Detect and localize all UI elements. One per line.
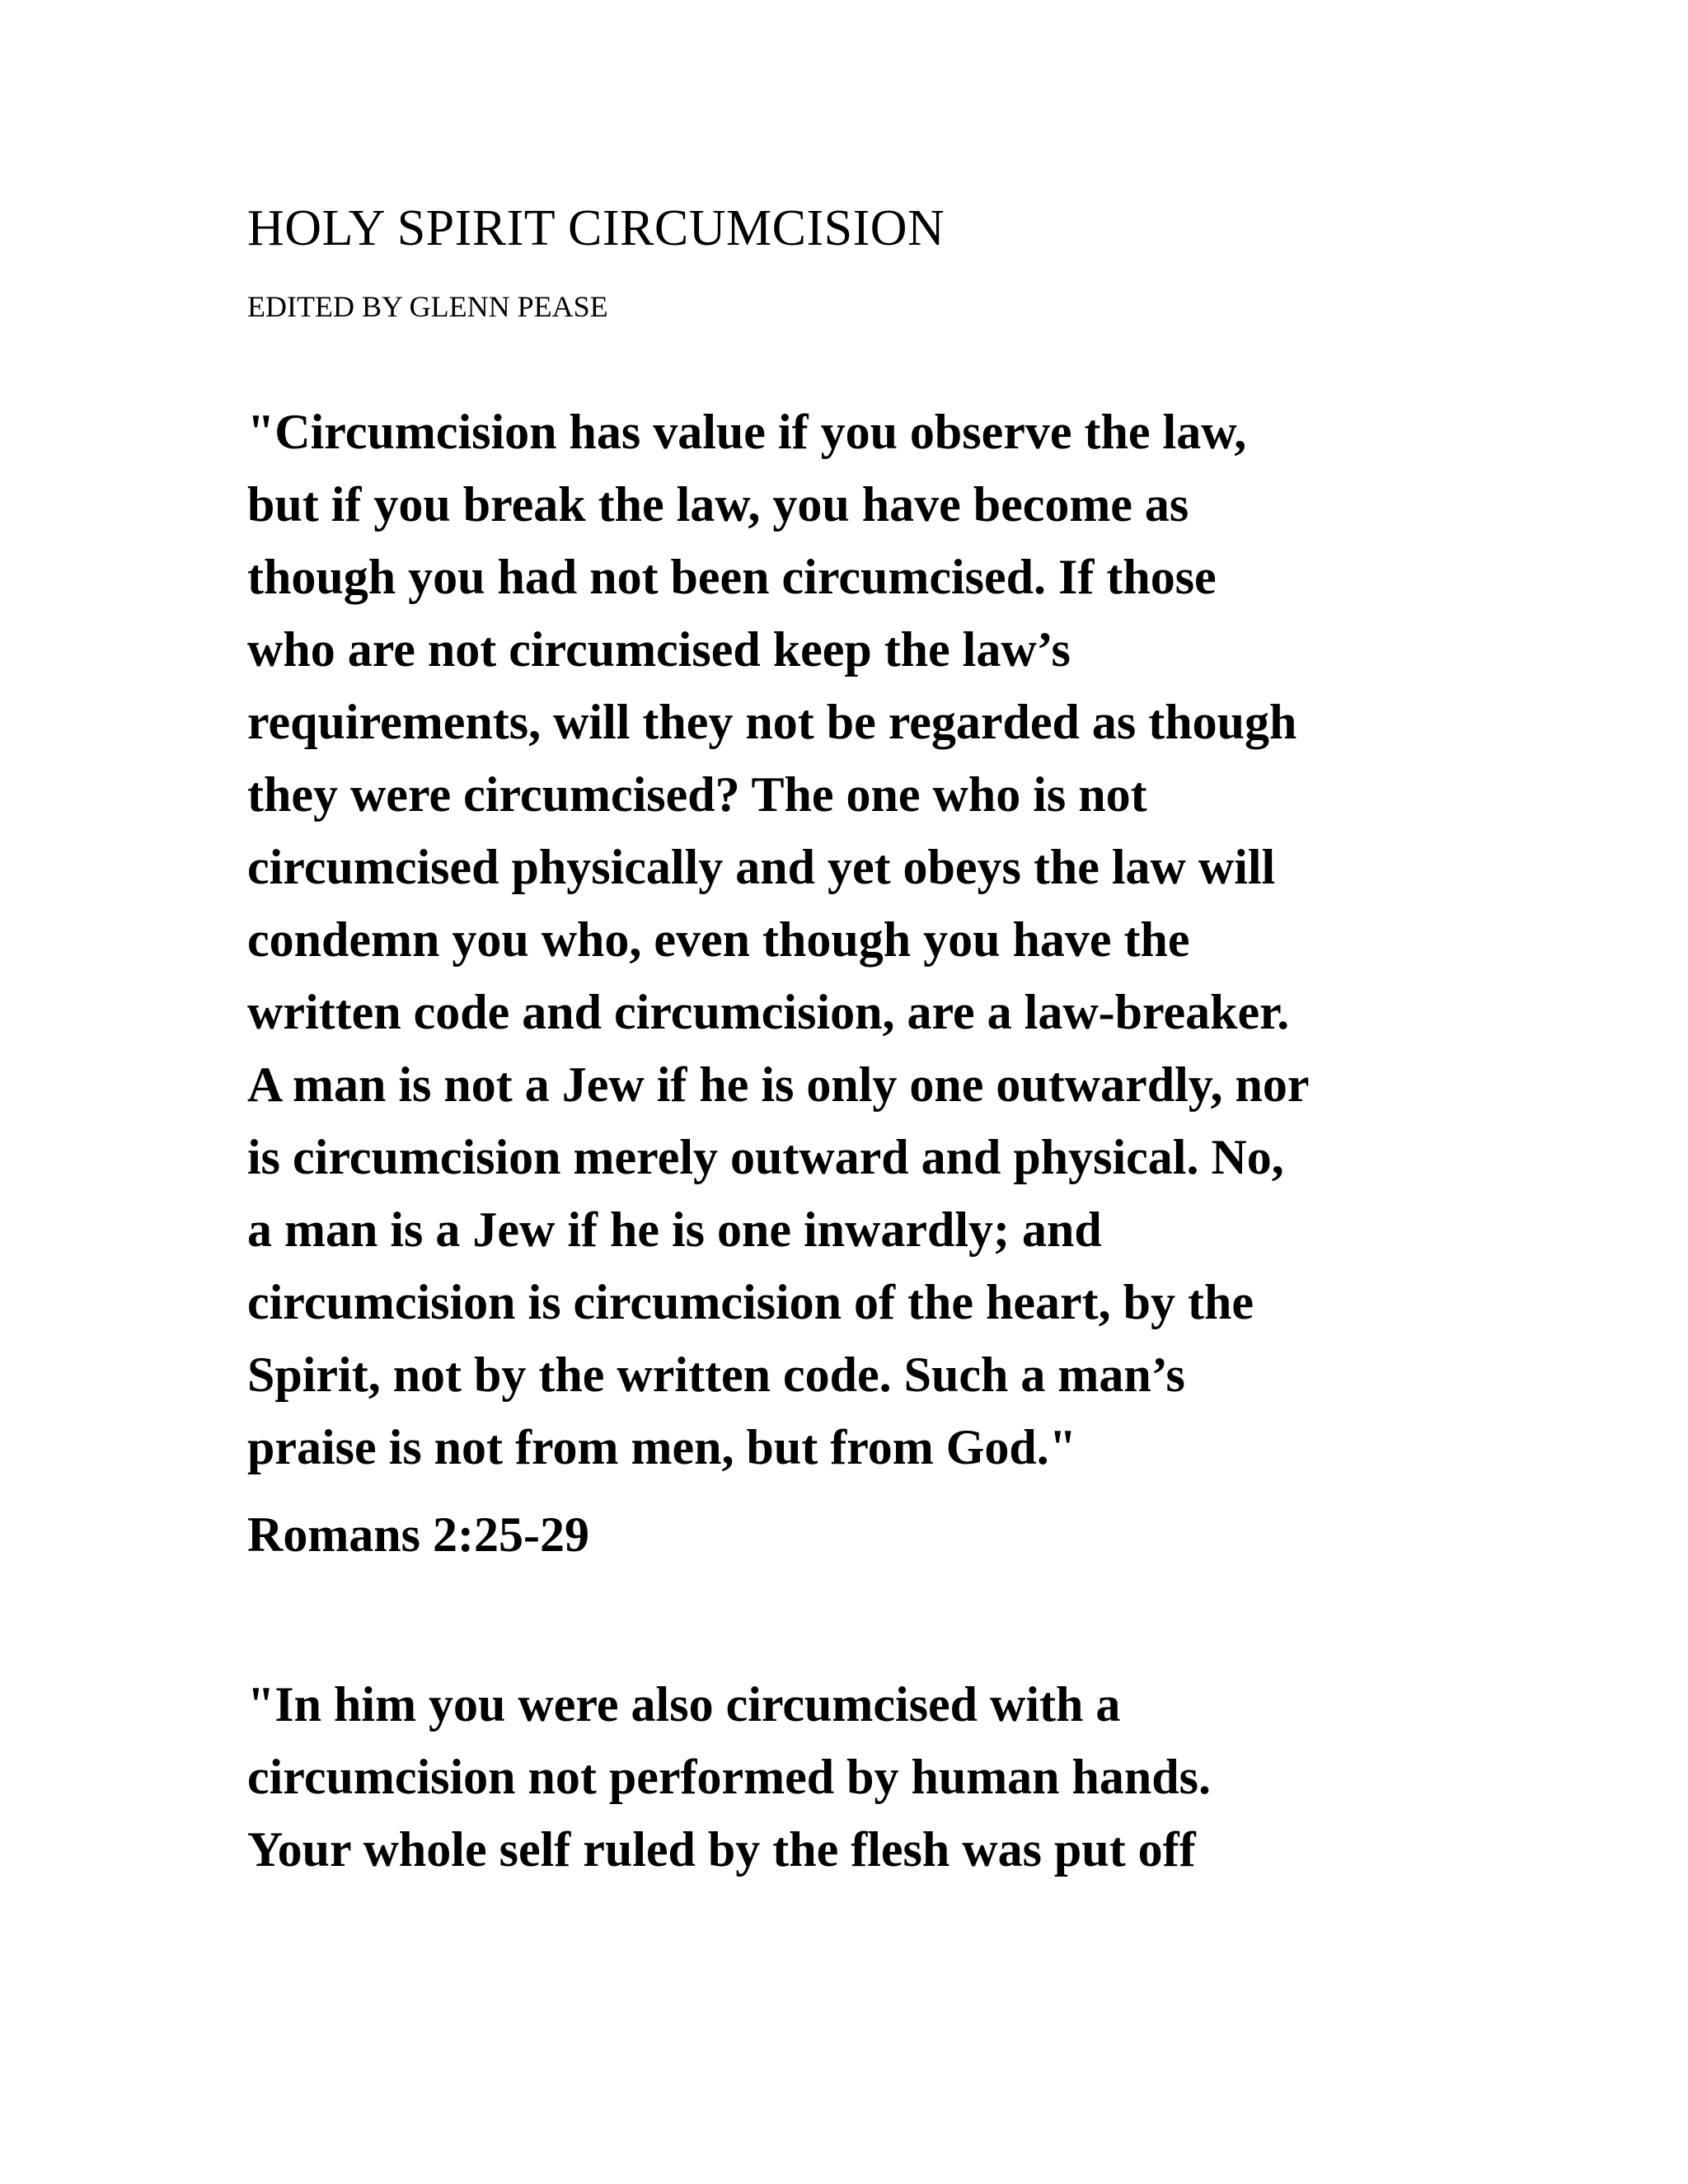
quote-line: circumcised physically and yet obeys the law will: [247, 840, 1276, 894]
quote-line: A man is not a Jew if he is only one outwardly, nor: [247, 1057, 1310, 1112]
quote-line: written code and circumcision, are a law-breaker.: [247, 985, 1290, 1039]
scripture-quote-colossians: [247, 1668, 1467, 1886]
quote-line: but if you break the law, you have become as: [247, 477, 1189, 532]
scripture-citation: Romans 2:25-29: [247, 1507, 589, 1562]
quote-line: Spirit, not by the written code. Such a man’s: [247, 1347, 1185, 1402]
quote-line: requirements, will they not be regarded as though: [247, 695, 1297, 749]
quote-line: who are not circumcised keep the law’s: [247, 622, 1071, 677]
quote-line: circumcision not performed by human hands.: [247, 1750, 1212, 1804]
quote-line: a man is a Jew if he is one inwardly; and: [247, 1202, 1102, 1257]
quote-line: praise is not from men, but from God.": [247, 1420, 1077, 1474]
scripture-quote-romans: [247, 396, 1467, 1483]
quote-line: though you had not been circumcised. If those: [247, 550, 1217, 604]
quote-line: "Circumcision has value if you observe the law,: [247, 405, 1247, 459]
quote-line: is circumcision merely outward and physical. No,: [247, 1130, 1284, 1184]
quote-line: condemn you who, even though you have the: [247, 912, 1190, 967]
quote-line: circumcision is circumcision of the heart, by the: [247, 1275, 1254, 1329]
document-body: [247, 198, 1467, 1886]
document-subtitle: EDITED BY GLENN PEASE: [247, 290, 608, 323]
quote-line: Your whole self ruled by the flesh was put off: [247, 1822, 1196, 1877]
quote-line: "In him you were also circumcised with a: [247, 1677, 1121, 1732]
quote-line: they were circumcised? The one who is not: [247, 767, 1147, 822]
document-title: HOLY SPIRIT CIRCUMCISION: [247, 200, 945, 256]
